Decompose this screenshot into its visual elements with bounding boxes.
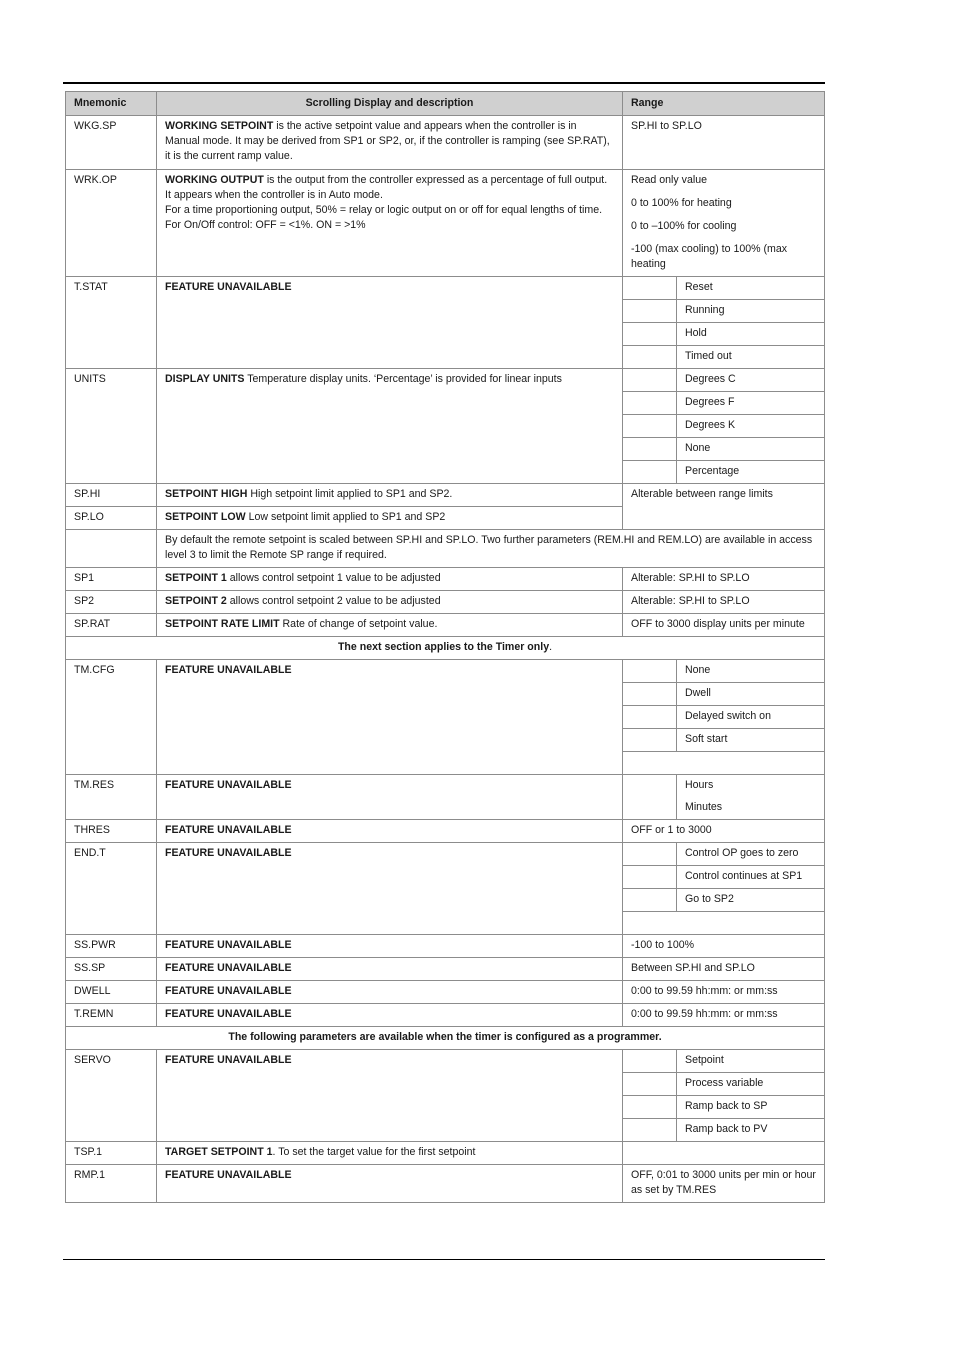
param-text: For a time proportioning output, 50% = relay or logic output on or off for equal lengths of time. [165,204,603,216]
description-cell [157,1142,623,1165]
parameter-table [65,91,825,1203]
header-rule [63,82,825,84]
table-row [66,660,825,775]
table-row [66,843,825,935]
range-cell: OFF to 3000 display units per minute [623,614,825,637]
description-cell [157,116,623,170]
param-text: Temperature display units. ‘Percentage’ is provided for linear inputs [244,373,562,385]
param-text: High setpoint limit applied to SP1 and SP2. [247,488,453,500]
param-title: WORKING OUTPUT [165,174,264,186]
table-row [66,1004,825,1027]
mnemonic-cell: WKG.SP [66,116,157,170]
description-cell [157,484,623,507]
range-cell: Alterable: SP.HI to SP.LO [623,591,825,614]
param-title: SETPOINT HIGH [165,488,248,500]
table-row [66,116,825,170]
mnemonic-cell: T.REMN [66,1004,157,1027]
table-row [66,277,825,369]
range-cell [623,369,825,484]
table-row [66,170,825,277]
range-cell [623,1142,825,1165]
table-row [66,1165,825,1203]
description-cell [157,591,623,614]
table-row [66,820,825,843]
range-line: Read only value [631,174,707,186]
mnemonic-cell: TSP.1 [66,1142,157,1165]
param-text: allows control setpoint 2 value to be adjusted [226,595,441,607]
mnemonic-cell: SP.HI [66,484,157,507]
column-header-mnemonic: Mnemonic [66,92,157,116]
option-list [623,843,824,934]
table-row [66,1050,825,1142]
option-value: Process variable [677,1073,825,1096]
param-title: DISPLAY UNITS [165,373,245,385]
description-cell [157,614,623,637]
option-list [623,1050,824,1141]
range-line: 0 to 100% for heating [631,197,732,209]
mnemonic-cell: END.T [66,843,157,935]
table-row [66,484,825,507]
range-cell [623,660,825,775]
param-text: is the active setpoint value and appears when the controller is in Manual mode. It may be derived from SP1 or SP2, or, if the controller is ramping (see SP.RAT), it is the current ramp value. [165,120,610,162]
footer-rule [63,1259,825,1260]
description-cell: FEATURE UNAVAILABLE [157,277,623,369]
mnemonic-cell: TM.RES [66,775,157,820]
mnemonic-cell: TM.CFG [66,660,157,775]
param-text: allows control setpoint 1 value to be adjusted [226,572,441,584]
column-header-range: Range [623,92,825,116]
table-row [66,935,825,958]
table-row [66,530,825,568]
table-row [66,369,825,484]
range-cell: Alterable between range limits [623,484,825,530]
param-title: TARGET SETPOINT 1 [165,1146,273,1158]
table-row [66,775,825,820]
option-value: Degrees F [677,392,825,415]
param-title: SETPOINT RATE LIMIT [165,618,280,630]
param-title: WORKING SETPOINT [165,120,274,132]
param-title: SETPOINT LOW [165,511,246,523]
param-text: . To set the target value for the first setpoint [272,1146,476,1158]
mnemonic-cell: SP1 [66,568,157,591]
table-header-row [66,92,825,116]
option-value: Reset [677,277,825,300]
option-value: Setpoint [677,1050,825,1073]
description-cell: FEATURE UNAVAILABLE [157,935,623,958]
param-text: Low setpoint limit applied to SP1 and SP2 [245,511,446,523]
table-row [66,981,825,1004]
description-cell [157,568,623,591]
table-row [66,591,825,614]
table-row [66,958,825,981]
option-value: Degrees C [677,369,825,392]
param-text: For On/Off control: OFF = <1%. ON = >1% [165,219,366,231]
range-line: -100 (max cooling) to 100% (max heating [631,243,788,270]
mnemonic-cell: THRES [66,820,157,843]
mnemonic-cell: UNITS [66,369,157,484]
range-cell: Between SP.HI and SP.LO [623,958,825,981]
range-cell [623,1050,825,1142]
param-title: SETPOINT 1 [165,572,227,584]
range-cell: 0:00 to 99.59 hh:mm: or mm:ss [623,1004,825,1027]
table-row [66,1142,825,1165]
section-row [66,637,825,660]
description-cell [157,507,623,530]
option-value: Soft start [677,729,825,752]
description-cell [157,369,623,484]
range-cell: OFF, 0:01 to 3000 units per min or hour as set by TM.RES [623,1165,825,1203]
range-cell: OFF or 1 to 3000 [623,820,825,843]
mnemonic-cell: WRK.OP [66,170,157,277]
option-value: Hold [677,323,825,346]
mnemonic-cell: T.STAT [66,277,157,369]
description-cell: FEATURE UNAVAILABLE [157,843,623,935]
description-cell [157,170,623,277]
description-cell: FEATURE UNAVAILABLE [157,820,623,843]
description-cell: FEATURE UNAVAILABLE [157,1165,623,1203]
option-value: Control continues at SP1 [677,866,825,889]
range-cell: 0:00 to 99.59 hh:mm: or mm:ss [623,981,825,1004]
range-cell: -100 to 100% [623,935,825,958]
column-header-description: Scrolling Display and description [157,92,623,116]
mnemonic-cell: SS.PWR [66,935,157,958]
range-line: 0 to –100% for cooling [631,220,737,232]
param-text: Rate of change of setpoint value. [279,618,438,630]
option-value: Percentage [685,465,740,477]
remote-setpoint-note: By default the remote setpoint is scaled between SP.HI and SP.LO. Two further parameters (REM.HI and REM.LO) are available in access level 3 to limit the Remote SP range if required. [157,530,825,568]
mnemonic-cell: SS.SP [66,958,157,981]
option-value: Control OP goes to zero [677,843,825,866]
programmer-section-note: The following parameters are available when the timer is configured as a programmer. [66,1027,825,1050]
description-cell: FEATURE UNAVAILABLE [157,660,623,775]
option-value: Delayed switch on [677,706,825,729]
mnemonic-cell: SP2 [66,591,157,614]
range-cell: SP.HI to SP.LO [623,116,825,170]
table-row [66,614,825,637]
table-row [66,568,825,591]
option-value: Minutes [685,801,723,813]
option-value: Dwell [677,683,825,706]
option-value: None [677,438,825,461]
option-list [623,775,824,819]
range-cell [623,843,825,935]
mnemonic-cell: RMP.1 [66,1165,157,1203]
option-value: None [677,660,825,683]
description-cell: FEATURE UNAVAILABLE [157,1004,623,1027]
mnemonic-cell: SP.RAT [66,614,157,637]
description-cell: FEATURE UNAVAILABLE [157,958,623,981]
description-cell: FEATURE UNAVAILABLE [157,775,623,820]
option-value: Running [677,300,825,323]
option-list [623,369,824,483]
range-cell [623,775,825,820]
option-value: Degrees K [677,415,825,438]
mnemonic-cell: SP.LO [66,507,157,530]
option-value: Timed out [685,350,732,362]
option-value: Hours [685,779,714,791]
mnemonic-cell: DWELL [66,981,157,1004]
mnemonic-cell [66,530,157,568]
range-cell [623,277,825,369]
param-title: SETPOINT 2 [165,595,227,607]
section-row [66,1027,825,1050]
option-value: Ramp back to PV [685,1123,768,1135]
mnemonic-cell: SERVO [66,1050,157,1142]
range-cell: Alterable: SP.HI to SP.LO [623,568,825,591]
option-list [623,660,824,774]
option-list [623,277,824,368]
timer-section-note: The next section applies to the Timer only. [66,637,825,660]
param-text: is the output from the controller expressed as a percentage of full output. It appears when the controller is in Auto mode. [165,174,608,201]
description-cell: FEATURE UNAVAILABLE [157,1050,623,1142]
option-value: Ramp back to SP [677,1096,825,1119]
description-cell: FEATURE UNAVAILABLE [157,981,623,1004]
option-value: Go to SP2 [677,889,825,912]
range-cell [623,170,825,277]
